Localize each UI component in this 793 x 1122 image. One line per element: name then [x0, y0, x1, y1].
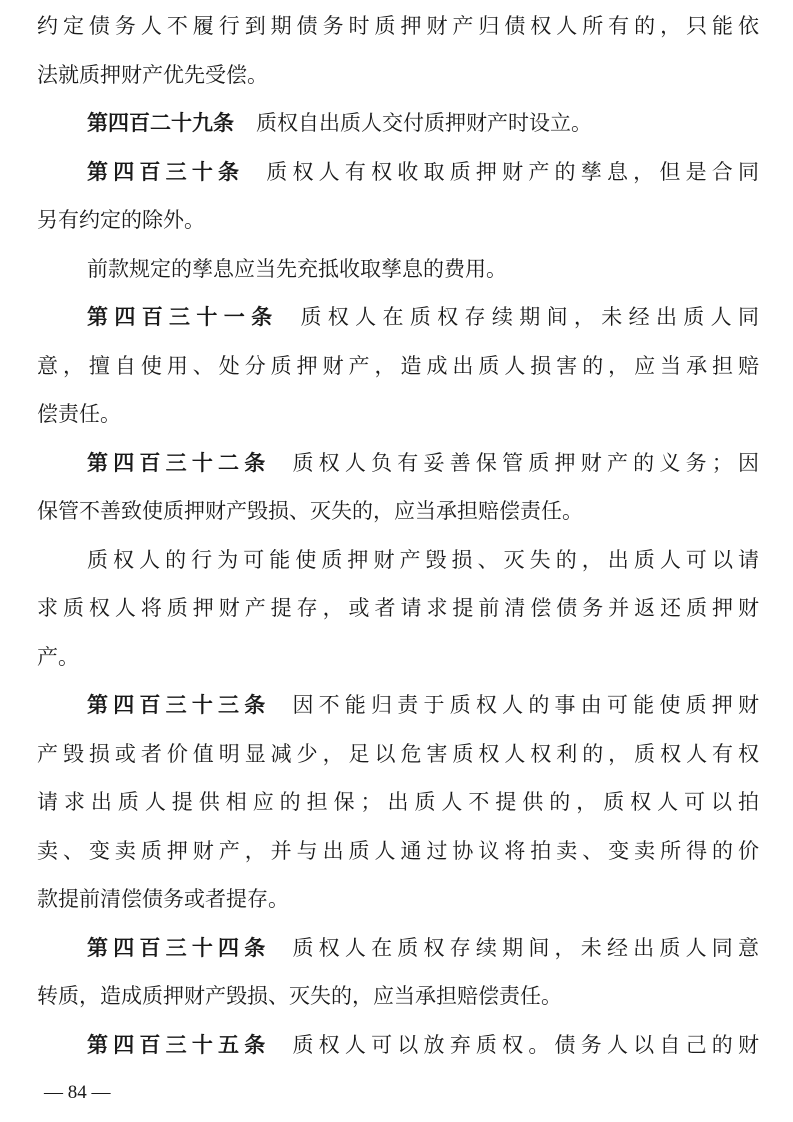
- text-line: [37, 196, 759, 245]
- text-line: [37, 2, 759, 51]
- text-line: [37, 730, 759, 779]
- text-line: [37, 536, 759, 585]
- line-text: 因不能归责于质权人的事由可能使质押财: [292, 693, 760, 717]
- text-line: [37, 1021, 759, 1070]
- line-text: 保管不善致使质押财产毁损、灭失的，应当承担赔偿责任。: [37, 499, 583, 523]
- line-text: 另有约定的除外。: [37, 208, 205, 232]
- text-line: [37, 99, 759, 148]
- line-text: 请求出质人提供相应的担保；出质人不提供的，质权人可以拍: [37, 790, 759, 814]
- line-text: 约定债务人不履行到期债务时质押财产归债权人所有的，只能依: [37, 14, 759, 38]
- line-text: 偿责任。: [37, 402, 121, 426]
- line-text: 前款规定的孳息应当先充抵收取孳息的费用。: [87, 256, 507, 281]
- article-heading: 第四百三十三条: [87, 693, 271, 717]
- line-text: 产。: [37, 644, 79, 669]
- article-heading: 第四百三十一条: [87, 305, 279, 329]
- article-heading: 第四百三十四条: [87, 935, 271, 960]
- text-line: [37, 148, 759, 197]
- article-heading: 第四百二十九条: [87, 111, 234, 135]
- line-text: 卖、变卖质押财产，并与出质人通过协议将拍卖、变卖所得的价: [37, 838, 759, 863]
- text-line: [37, 293, 759, 342]
- text-line: [37, 875, 759, 924]
- text-line: [37, 778, 759, 827]
- line-text: 质权人负有妥善保管质押财产的义务；因: [292, 450, 760, 475]
- text-line: [37, 342, 759, 391]
- line-text: 法就质押财产优先受偿。: [37, 62, 268, 87]
- line-text: 款提前清偿债务或者提存。: [37, 887, 289, 911]
- line-text: 意，擅自使用、处分质押财产，造成出质人损害的，应当承担赔: [37, 353, 759, 378]
- article-heading: 第四百三十条: [87, 159, 245, 184]
- text-line: [37, 924, 759, 973]
- text-line: [37, 245, 759, 294]
- line-text: 质权自出质人交付质押财产时设立。: [256, 111, 592, 135]
- line-text: 质权人在质权存续期间，未经出质人同意: [292, 935, 760, 960]
- line-text: 质权人可以放弃质权。债务人以自己的财: [292, 1032, 760, 1057]
- line-text: 质权人在质权存续期间，未经出质人同: [300, 305, 760, 329]
- line-text: 产毁损或者价值明显减少，足以危害质权人权利的，质权人有权: [37, 741, 759, 766]
- line-text: 求质权人将质押财产提存，或者请求提前清偿债务并返还质押财: [37, 596, 759, 620]
- text-line: [37, 584, 759, 633]
- text-line: [37, 439, 759, 488]
- page-number: — 84 —: [44, 1082, 111, 1103]
- text-line: [37, 972, 759, 1021]
- article-heading: 第四百三十五条: [87, 1032, 271, 1057]
- text-line: [37, 390, 759, 439]
- line-text: 转质，造成质押财产毁损、灭失的，应当承担赔偿责任。: [37, 984, 562, 1008]
- article-heading: 第四百三十二条: [87, 450, 271, 475]
- text-line: [37, 633, 759, 682]
- text-line: [37, 827, 759, 876]
- document-body: [37, 2, 759, 1069]
- text-line: [37, 51, 759, 100]
- text-line: [37, 681, 759, 730]
- line-text: 质权人有权收取质押财产的孳息，但是合同: [266, 159, 759, 184]
- text-line: [37, 487, 759, 536]
- line-text: 质权人的行为可能使质押财产毁损、灭失的，出质人可以请: [87, 547, 759, 572]
